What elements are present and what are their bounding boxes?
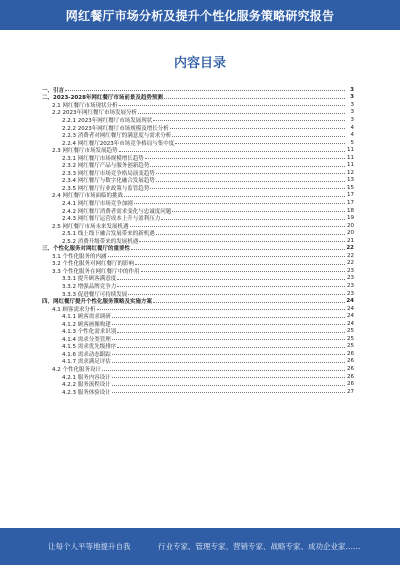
toc-entry-label: 4.1.6 需求动态跟踪 (62, 351, 111, 358)
toc-dot-leader (150, 166, 345, 167)
toc-entry-page: 20 (347, 222, 354, 229)
toc-entry-page: 22 (347, 252, 354, 259)
toc-dot-leader (172, 136, 345, 137)
toc-entry-label: 3.3.3 促进餐厅可持续发展 (62, 291, 128, 298)
toc-dot-leader (156, 181, 345, 182)
toc-dot-leader (156, 234, 345, 235)
toc-entry-label: 3.2 个性化服务对网红餐厅的影响 (52, 261, 134, 268)
toc-entry-label: 3.3.1 提升顾客满意度 (62, 276, 117, 283)
toc-entry-label: 2.2.1 2023年网红餐厅市场发展现状 (62, 117, 153, 124)
toc-dot-leader (161, 219, 345, 220)
toc-dot-leader (134, 203, 345, 204)
toc-dot-leader (112, 339, 345, 340)
toc-title: 内容目录 (173, 56, 226, 71)
toc-entry-label: 2.4.1 网红餐厅市场竞争加剧 (62, 200, 133, 207)
toc-entry-page: 24 (346, 298, 354, 305)
toc-entry-label: 4.1.2 顾客画像构建 (62, 321, 111, 328)
toc-entry-label: 2.1 网红餐厅市场现状分析 (52, 102, 118, 109)
toc-entry-page: 26 (347, 358, 354, 365)
toc-dot-leader (124, 196, 345, 197)
toc-dot-leader (170, 128, 345, 129)
table-of-contents (42, 86, 354, 517)
toc-entry-page: 3 (350, 86, 354, 93)
toc-dot-leader (139, 241, 345, 242)
toc-entry-label: 4.2 个性化服务设计 (52, 367, 101, 374)
toc-entry-label: 3.1 个性化服务的内涵 (52, 253, 107, 260)
toc-entry-label: 2.3.1 网红餐厅市场规模增长趋势 (62, 155, 144, 162)
toc-dot-leader (112, 324, 345, 325)
toc-entry-label: 4.1.5 需求优先级排序 (62, 344, 117, 351)
toc-entry-page: 27 (347, 388, 354, 395)
toc-entry-page: 26 (347, 350, 354, 357)
toc-dot-leader (112, 392, 345, 393)
toc-entry-page: 21 (347, 237, 354, 244)
footer-experts: 行业专家、管理专家、营销专家、战略专家、成功企业家…… (158, 542, 361, 551)
toc-entry-label: 2.3.2 网红餐厅产品与服务创新趋势 (62, 163, 150, 170)
toc-dot-leader (131, 249, 345, 250)
toc-entry-label: 4.1 顾客需求分析 (52, 306, 96, 313)
toc-entry-page: 22 (346, 245, 354, 252)
toc-entry-label: 一、引言 (42, 87, 65, 94)
toc-dot-leader (153, 120, 345, 121)
toc-entry-page: 26 (347, 381, 354, 388)
toc-entry-page: 25 (347, 335, 354, 342)
toc-entry-label: 4.2.1 服务内容设计 (62, 374, 111, 381)
toc-entry-label: 二、2023-2028年网红餐厅市场前景及趋势预测 (42, 95, 163, 102)
toc-entry-page: 23 (347, 290, 354, 297)
toc-entry-page: 19 (347, 215, 354, 222)
toc-entry-page: 24 (347, 305, 354, 312)
toc-entry-label: 2.4 网红餐厅市场面临的挑战 (52, 193, 123, 200)
toc-dot-leader (119, 105, 346, 106)
toc-entry-page: 11 (347, 147, 354, 154)
toc-dot-leader (175, 143, 345, 144)
footer-slogan: 让每个人平等地提升自我 (48, 542, 131, 551)
toc-entry-label: 2.2.3 消费者对网红餐厅的满意度与需求分析 (62, 133, 172, 140)
toc-entry-label: 2.2 2023年网红餐厅市场发展分析 (52, 110, 137, 117)
toc-entry-label: 4.2.3 服务体验设计 (62, 389, 111, 396)
toc-dot-leader (97, 309, 346, 310)
toc-dot-leader (128, 294, 345, 295)
toc-entry-page: 11 (347, 154, 354, 161)
toc-entry-label: 2.4.3 网红餐厅运营成本上升与盈利压力 (62, 216, 161, 223)
toc-dot-leader (112, 362, 345, 363)
toc-dot-leader (141, 271, 346, 272)
toc-dot-leader (117, 332, 345, 333)
toc-dot-leader (138, 113, 345, 114)
toc-entry-label: 2.3 网红餐厅市场发展趋势 (52, 148, 118, 155)
toc-entry-page: 23 (347, 282, 354, 289)
toc-dot-leader (117, 286, 345, 287)
toc-entry-page: 5 (350, 139, 354, 146)
toc-dot-leader (117, 279, 345, 280)
document-title: 网红餐厅市场分析及提升个性化服务策略研究报告 (65, 8, 335, 23)
toc-entry[interactable] (42, 388, 354, 396)
toc-entry-page: 22 (347, 260, 354, 267)
toc-entry-page: 3 (350, 101, 354, 108)
toc-dot-leader (65, 90, 345, 91)
toc-entry-label: 4.1.3 个性化需求识别 (62, 329, 117, 336)
toc-dot-leader (112, 317, 345, 318)
toc-dot-leader (108, 256, 346, 257)
toc-entry-page: 23 (347, 275, 354, 282)
toc-entry-page: 26 (347, 366, 354, 372)
toc-entry-page: 26 (347, 373, 354, 380)
toc-entry-label: 2.3.5 网红餐厅行业政策与监管趋势 (62, 185, 150, 192)
toc-dot-leader (112, 377, 345, 378)
toc-entry-label: 3.3.2 增强品牌竞争力 (62, 284, 117, 290)
toc-entry-page: 3 (350, 109, 354, 116)
toc-entry-label: 3.3 个性化服务在网红餐厅中的作用 (52, 268, 140, 275)
toc-entry-label: 2.5 网红餐厅市场未来发展机遇 (52, 223, 129, 230)
toc-entry-page: 17 (347, 192, 354, 199)
toc-entry-page: 11 (347, 162, 354, 169)
toc-entry-page: 17 (347, 199, 354, 206)
toc-entry-page: 23 (347, 267, 354, 274)
toc-entry-label: 4.1.4 需求分类管理 (62, 336, 111, 343)
toc-entry-page: 3 (350, 116, 354, 123)
toc-dot-leader (117, 347, 345, 348)
toc-entry-page: 18 (347, 207, 354, 214)
toc-entry-page: 25 (347, 343, 354, 350)
document-header-bar (0, 0, 400, 30)
toc-dot-leader (150, 188, 345, 189)
toc-entry-label: 2.2.4 网红餐厅2023年市场竞争格局与集中度 (62, 140, 175, 147)
toc-entry-label: 4.1.1 顾客需求调研 (62, 314, 111, 321)
toc-dot-leader (130, 226, 346, 227)
toc-entry-page: 3 (350, 94, 354, 101)
toc-entry-page: 25 (347, 328, 354, 335)
toc-entry-page: 24 (347, 313, 354, 320)
toc-entry-label: 4.2.2 服务流程设计 (62, 382, 111, 389)
toc-entry-label: 2.4.2 网红餐厅消费者需求变化与忠诚度问题 (62, 208, 172, 215)
toc-entry-page: 24 (347, 320, 354, 327)
toc-entry-label: 四、网红餐厅提升个性化服务策略及实施方案 (42, 299, 153, 306)
toc-dot-leader (164, 98, 345, 99)
toc-entry-label: 4.1.7 需求满足评估 (62, 359, 111, 366)
toc-dot-leader (172, 211, 345, 212)
document-footer-bar (0, 528, 400, 565)
toc-entry-page: 20 (347, 230, 354, 237)
toc-dot-leader (156, 173, 345, 174)
toc-dot-leader (112, 354, 345, 355)
toc-entry-page: 12 (347, 169, 354, 176)
toc-entry-label: 2.5.2 消费升级带来的发展机遇 (62, 238, 139, 245)
toc-entry-page: 13 (347, 177, 354, 184)
toc-entry-label: 2.2.2 2023年网红餐厅市场规模及增长分析 (62, 125, 169, 132)
toc-dot-leader (145, 158, 345, 159)
toc-dot-leader (135, 264, 345, 265)
toc-entry-label: 2.5.1 线上线下融合发展带来的新机遇 (62, 231, 155, 238)
toc-entry-page: 4 (350, 124, 354, 131)
toc-entry-label: 2.3.4 网红餐厅与数字化融合发展趋势 (62, 178, 155, 185)
toc-dot-leader (119, 151, 346, 152)
toc-dot-leader (153, 302, 345, 303)
toc-entry-page: 4 (350, 132, 354, 139)
toc-entry-label: 三、个性化服务对网红餐厅的重要性 (42, 246, 131, 253)
toc-entry-page: 15 (347, 184, 354, 191)
toc-entry-label: 2.3.3 网红餐厅市场竞争格局演变趋势 (62, 170, 155, 177)
toc-dot-leader (102, 370, 345, 371)
toc-dot-leader (112, 385, 345, 386)
